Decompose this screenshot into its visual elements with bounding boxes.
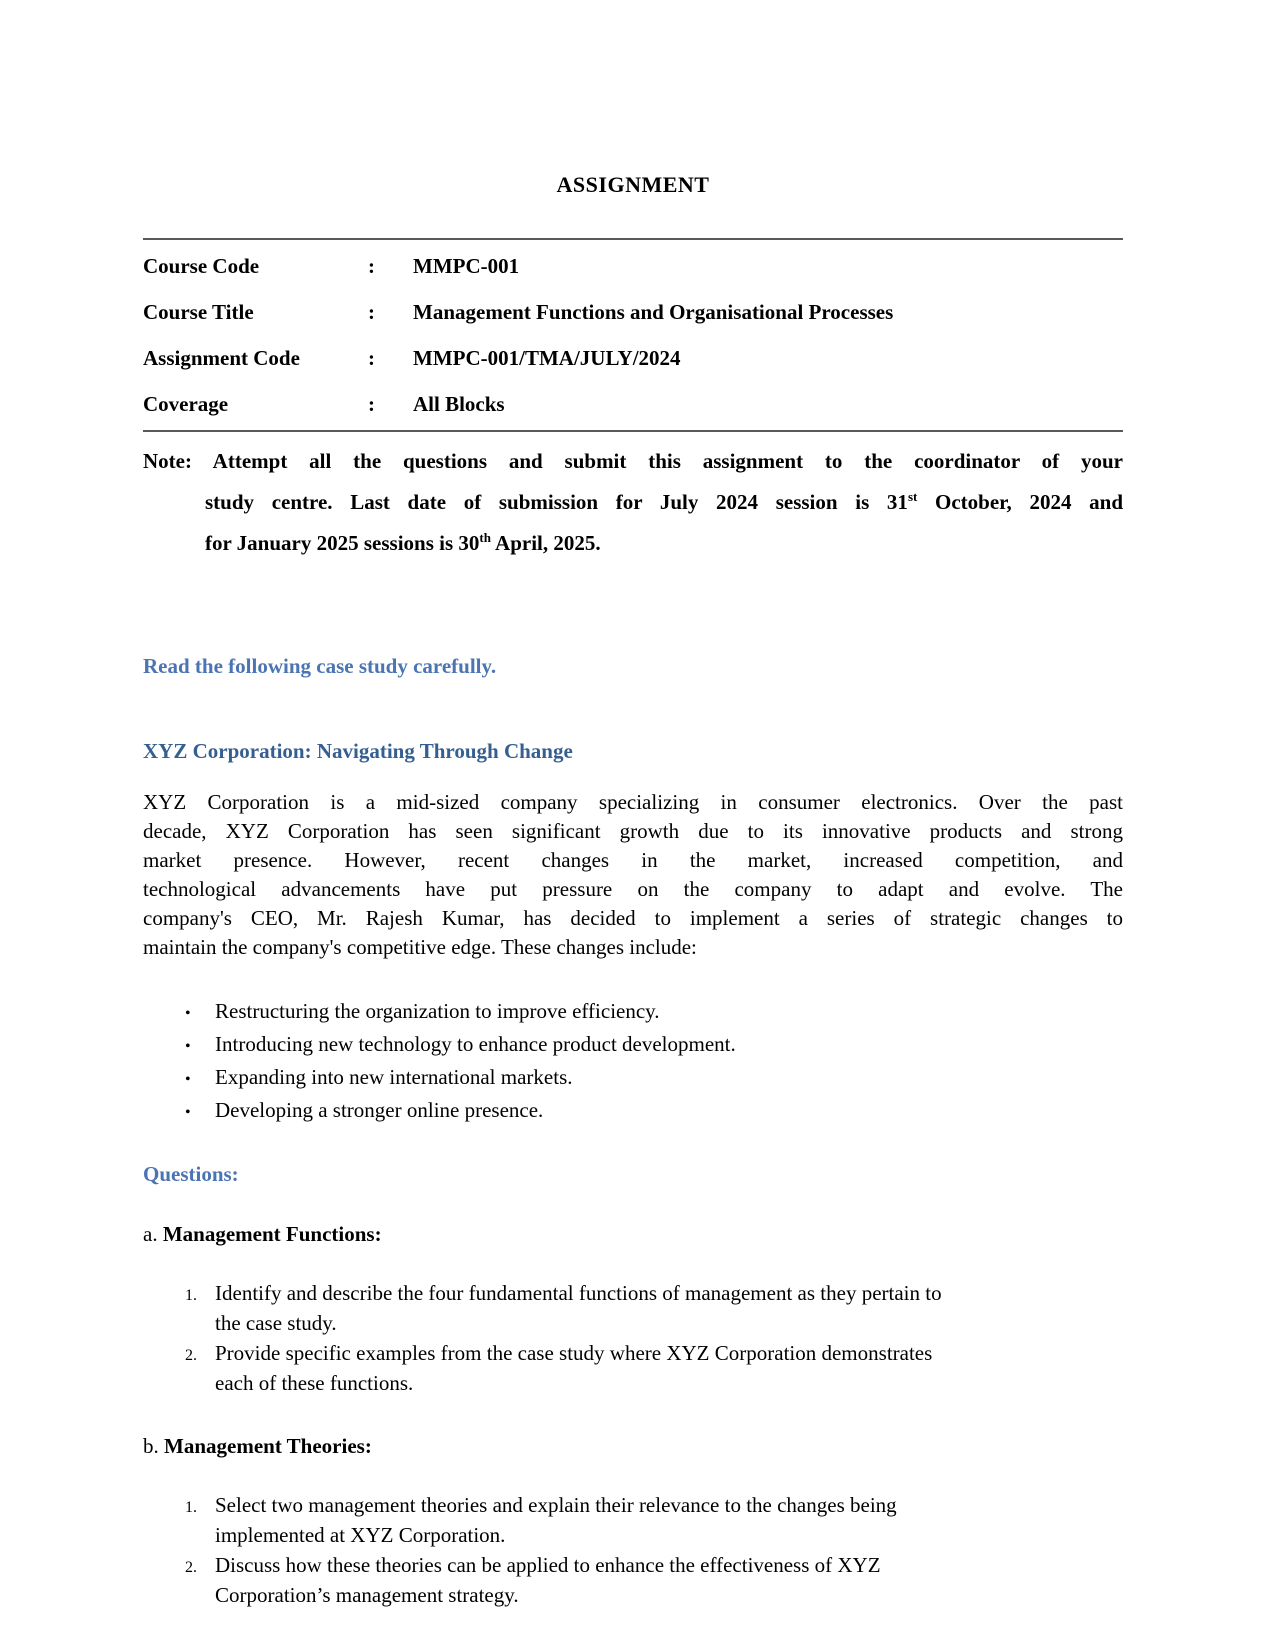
row-separator: : <box>368 345 375 370</box>
paragraph-line: maintain the company's competitive edge. These changes include: <box>143 935 697 959</box>
paragraph-line: company's CEO, Mr. Rajesh Kumar, has decided to implement a series of strategic changes to <box>143 906 1123 930</box>
course-info-table <box>143 238 1123 432</box>
section-title: Management Theories: <box>164 1434 372 1458</box>
note-line <box>143 441 1123 482</box>
list-item-text: Expanding into new international markets. <box>215 1065 573 1089</box>
paragraph-line: XYZ Corporation is a mid-sized company specializing in consumer electronics. Over the past <box>143 790 1123 814</box>
bullet-marker: • <box>185 1104 191 1121</box>
table-row-coverage <box>143 381 1123 427</box>
row-separator: : <box>368 299 375 324</box>
item-number: 2. <box>185 1347 197 1364</box>
item-text <box>215 1550 1123 1610</box>
item-text-line: Provide specific examples from the case study where XYZ Corporation demonstrates <box>215 1341 933 1365</box>
changes-bullet-list <box>143 996 1123 1128</box>
section-a-heading <box>143 1220 1123 1248</box>
row-label: Assignment Code <box>143 345 300 370</box>
document-content <box>143 0 1123 1610</box>
note-text: for January 2025 sessions is 30 <box>205 531 480 555</box>
bullet-marker: • <box>185 1071 191 1088</box>
table-row-course-title <box>143 289 1123 335</box>
item-text-line: each of these functions. <box>215 1371 414 1395</box>
ordinal-superscript: st <box>907 489 918 504</box>
paragraph-line: decade, XYZ Corporation has seen significant growth due to its innovative products and strong <box>143 819 1123 843</box>
table-row-assignment-code <box>143 335 1123 381</box>
list-item-text: Introducing new technology to enhance product development. <box>215 1032 736 1056</box>
case-study-title: XYZ Corporation: Navigating Through Change <box>143 739 573 763</box>
note-text: study centre. Last date of submission for July 2024 session is 31 <box>205 490 908 514</box>
bullet-marker: • <box>185 1005 191 1022</box>
item-text-line: Identify and describe the four fundamental functions of management as they pertain to <box>215 1281 942 1305</box>
section-prefix: b. <box>143 1434 159 1458</box>
section-b-heading <box>143 1432 1123 1460</box>
item-text-line: Corporation’s management strategy. <box>215 1583 519 1607</box>
note-text: Attempt all the questions and submit this assignment to the coordinator of your <box>212 449 1123 473</box>
questions-heading: Questions: <box>143 1162 239 1186</box>
note-text: October, 2024 and <box>917 490 1123 514</box>
item-number: 1. <box>185 1287 197 1304</box>
row-value: MMPC-001/TMA/JULY/2024 <box>413 345 681 370</box>
section-prefix: a. <box>143 1222 158 1246</box>
note-label: Note: <box>143 449 192 473</box>
item-text-line: implemented at XYZ Corporation. <box>215 1523 506 1547</box>
question-item <box>143 1550 1123 1610</box>
section-a-question-list <box>143 1278 1123 1398</box>
item-text-line: Select two management theories and explain their relevance to the changes being <box>215 1493 897 1517</box>
row-label: Course Title <box>143 299 254 324</box>
list-item-text: Developing a stronger online presence. <box>215 1098 544 1122</box>
row-separator: : <box>368 391 375 416</box>
row-value: All Blocks <box>413 391 505 416</box>
paragraph-line: market presence. However, recent changes in the market, increased competition, and <box>143 848 1123 872</box>
bullet-marker: • <box>185 1038 191 1055</box>
question-item <box>143 1278 1123 1338</box>
ordinal-superscript: th <box>479 530 491 545</box>
item-text <box>215 1338 1123 1398</box>
row-label: Course Code <box>143 253 260 278</box>
question-item <box>143 1338 1123 1398</box>
table-row-course-code <box>143 243 1123 289</box>
case-study-instruction: Read the following case study carefully. <box>143 654 497 678</box>
list-item <box>143 1095 1123 1128</box>
section-title: Management Functions: <box>162 1222 382 1246</box>
list-item <box>143 996 1123 1029</box>
question-item <box>143 1490 1123 1550</box>
row-value: Management Functions and Organisational Processes <box>413 299 894 324</box>
note-text: April, 2025. <box>490 531 601 555</box>
list-item <box>143 1062 1123 1095</box>
item-number: 2. <box>185 1559 197 1576</box>
item-text-line: the case study. <box>215 1311 337 1335</box>
note-line <box>143 482 1123 523</box>
case-study-paragraph <box>143 788 1123 962</box>
page-title: ASSIGNMENT <box>556 172 710 197</box>
row-separator: : <box>368 253 375 278</box>
item-text <box>215 1490 1123 1550</box>
list-item-text: Restructuring the organization to improve efficiency. <box>215 999 660 1023</box>
item-number: 1. <box>185 1499 197 1516</box>
note-line <box>143 523 1123 564</box>
item-text-line: Discuss how these theories can be applied to enhance the effectiveness of XYZ <box>215 1553 881 1577</box>
submission-note <box>143 441 1123 564</box>
section-b-question-list <box>143 1490 1123 1610</box>
row-value: MMPC-001 <box>413 253 520 278</box>
paragraph-line: technological advancements have put pressure on the company to adapt and evolve. The <box>143 877 1123 901</box>
list-item <box>143 1029 1123 1062</box>
item-text <box>215 1278 1123 1338</box>
row-label: Coverage <box>143 391 229 416</box>
